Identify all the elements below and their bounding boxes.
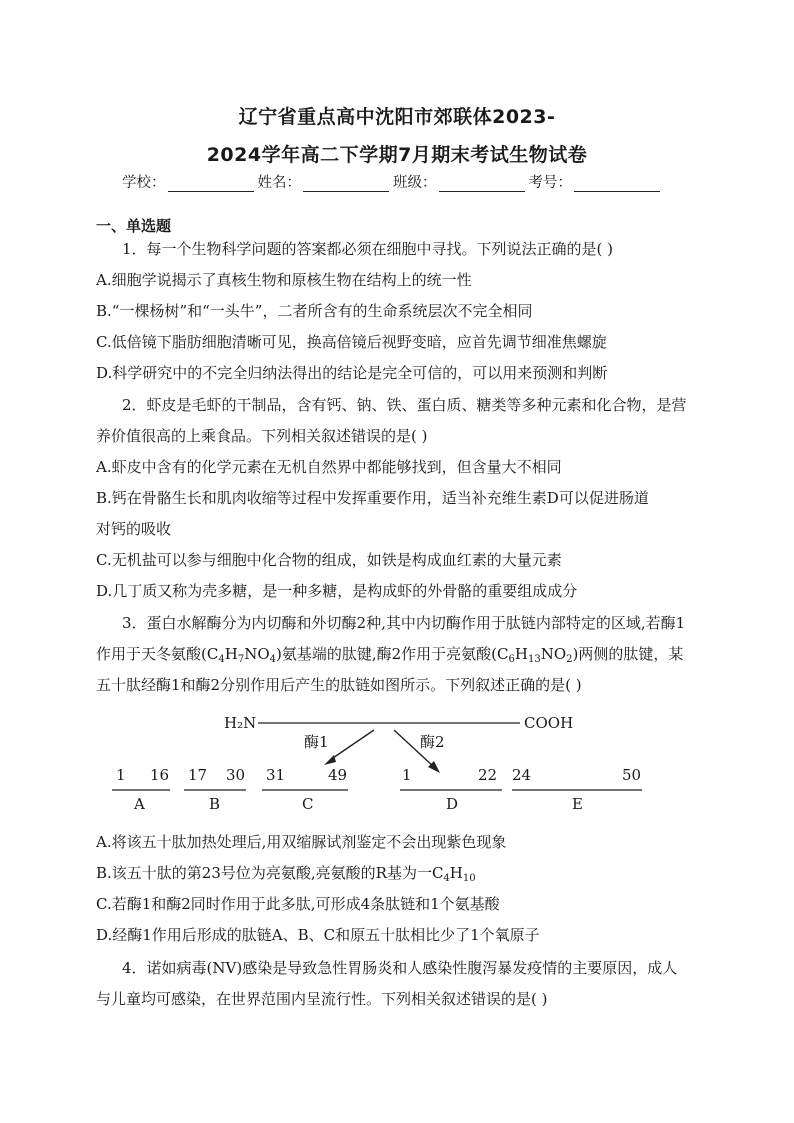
number-label: 考号： (528, 175, 572, 191)
number-blank[interactable] (574, 175, 660, 192)
q1-option-a: A.细胞学说揭示了真核生物和原核生物在结构上的统一性 (96, 271, 472, 289)
fragment-a-end: 16 (150, 766, 170, 784)
fragment-e-start: 24 (512, 766, 532, 784)
diagram-enzyme-1: 酶1 (304, 733, 329, 751)
title-line-2: 2024学年高二下学期7月期末考试生物试卷 (206, 144, 588, 166)
fragment-e-end: 50 (622, 766, 642, 784)
section-heading: 一、单选题 (96, 217, 172, 235)
class-label: 班级： (393, 175, 437, 191)
fragment-c-start: 31 (266, 766, 286, 784)
q3-stem-1: 3．蛋白水解酶分为内切酶和外切酶2种,其中内切酶作用于肽链内部特定的区域,若酶1 (122, 614, 686, 632)
q1-option-c: C.低倍镜下脂肪细胞清晰可见，换高倍镜后视野变暗，应首先调节细准焦螺旋 (96, 333, 607, 351)
fragment-d-label: D (446, 795, 459, 813)
q1-option-d: D.科学研究中的不完全归纳法得出的结论是完全可信的，可以用来预测和判断 (96, 364, 608, 382)
diagram-cooh: COOH (524, 714, 574, 732)
name-label: 姓名： (257, 175, 301, 191)
diagram-enzyme-2: 酶2 (420, 733, 445, 751)
arrow-enzyme-1 (330, 730, 374, 760)
school-label: 学校： (122, 175, 166, 191)
q2-option-a: A.虾皮中含有的化学元素在无机自然界中都能够找到，但含量大不相同 (96, 458, 562, 476)
fragment-b-end: 30 (226, 766, 246, 784)
diagram-h2n: H₂N (224, 714, 257, 732)
q2-option-b-2: 对钙的吸收 (96, 520, 172, 538)
fragment-d-start: 1 (402, 766, 412, 784)
q3-option-c: C.若酶1和酶2同时作用于此多肽,可形成4条肽链和1个氨基酸 (96, 895, 500, 913)
title-line-1: 辽宁省重点高中沈阳市郊联体2023- (238, 106, 556, 128)
fragment-d-end: 22 (478, 766, 498, 784)
fragment-b-label: B (209, 795, 221, 813)
q3-option-a: A.将该五十肽加热处理后,用双缩脲试剂鉴定不会出现紫色现象 (96, 833, 507, 851)
q3-stem-2: 作用于天冬氨酸$(C_4H_7NO_4)$氨基端的肽键,酶2作用于亮氨酸$(C_6H_{13}NO_2)$两侧的肽键，某 (96, 645, 684, 665)
q3-stem-3: 五十肽经酶1和酶2分别作用后产生的肽链如图所示。下列叙述正确的是( ) (96, 676, 582, 694)
q3-option-b: B.该五十肽的第23号位为亮氨酸,亮氨酸的R基为一$C_4H_{10}$ (96, 864, 476, 884)
name-blank[interactable] (303, 175, 389, 192)
q2-option-c: C.无机盐可以参与细胞中化合物的组成，如铁是构成血红素的大量元素 (96, 551, 562, 569)
q3-option-d: D.经酶1作用后形成的肽链A、B、C和原五十肽相比少了1个氧原子 (96, 926, 540, 944)
q1-stem: 1．每一个生物科学问题的答案都必须在细胞中寻找。下列说法正确的是( ) (122, 240, 614, 258)
fragment-c-label: C (302, 795, 314, 813)
q1-option-b: B.“一棵杨树”和“一头牛”，二者所含有的生命系统层次不完全相同 (96, 302, 533, 320)
q2-option-b-1: B.钙在骨骼生长和肌肉收缩等过程中发挥重要作用，适当补充维生素D可以促进肠道 (96, 489, 649, 507)
peptide-diagram (112, 705, 652, 825)
q2-stem-2: 养价值很高的上乘食品。下列相关叙述错误的是( ) (96, 427, 428, 445)
school-blank[interactable] (168, 175, 254, 192)
fragment-b-start: 17 (188, 766, 208, 784)
class-blank[interactable] (439, 175, 525, 192)
fragment-e-label: E (572, 795, 583, 813)
q4-stem-1: 4．诺如病毒(NV)感染是导致急性胃肠炎和人感染性腹泻暴发疫情的主要原因，成人 (122, 959, 678, 977)
student-info-row (122, 171, 682, 192)
fragment-c-end: 49 (328, 766, 348, 784)
q2-option-d: D.几丁质又称为壳多糖，是一种多糖，是构成虾的外骨骼的重要组成成分 (96, 582, 578, 600)
fragment-a-label: A (134, 795, 145, 813)
q2-stem-1: 2．虾皮是毛虾的干制品，含有钙、钠、铁、蛋白质、糖类等多种元素和化合物，是营 (122, 396, 687, 414)
q4-stem-2: 与儿童均可感染，在世界范围内呈流行性。下列相关叙述错误的是( ) (96, 990, 548, 1008)
fragment-a-start: 1 (116, 766, 126, 784)
